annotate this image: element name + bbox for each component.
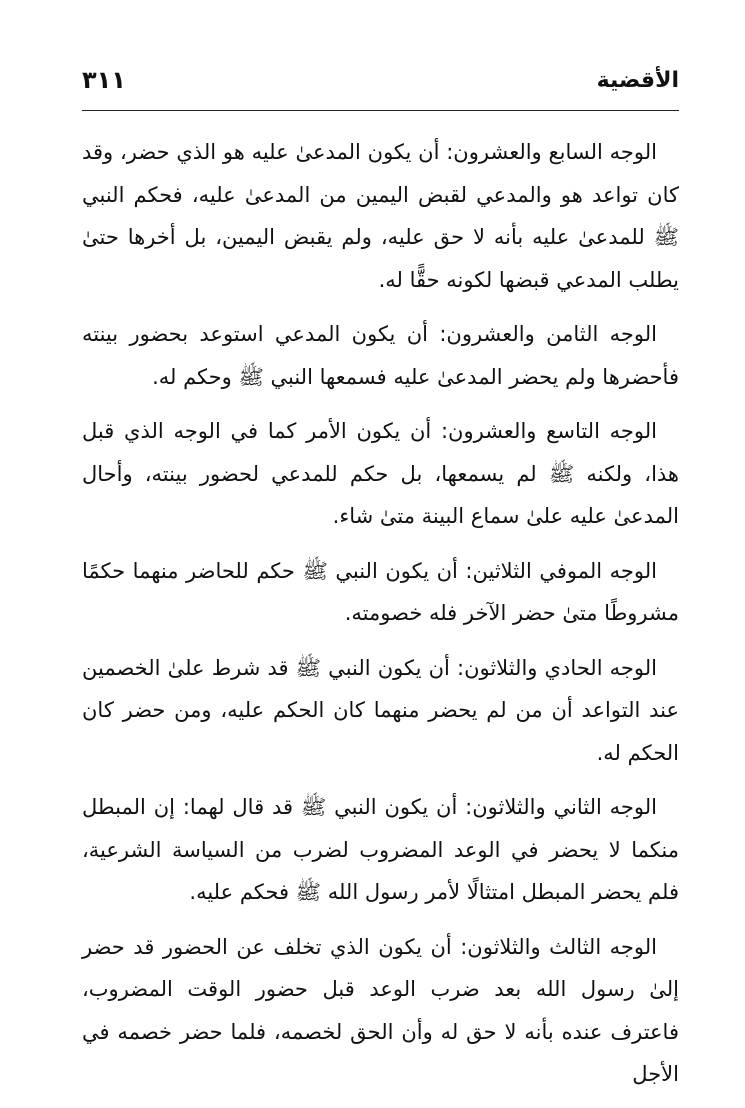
- paragraph-27-text: الوجه السابع والعشرون: أن يكون المدعىٰ عليه هو الذي حضر، وقد كان تواعد هو والمدعي لقبض اليمين من المدعىٰ عليه، فحكم النبي ﷺ للمدعىٰ عليه بأنه لا حق عليه، ولم يقبض اليمين، بل أخرها حتىٰ يطلب المدعي قبضها لكونه حقًّا له.: [82, 140, 679, 292]
- page-body: [82, 131, 679, 1108]
- header-divider: [82, 110, 679, 111]
- paragraph-30: [82, 550, 679, 635]
- paragraph-32: [82, 786, 679, 914]
- paragraph-32-text: الوجه الثاني والثلاثون: أن يكون النبي ﷺ قد قال لهما: إن المبطل منكما لا يحضر في الوعد المضروب لضرب من السياسة الشرعية، فلم يحضر المبطل امتثالًا لأمر رسول الله ﷺ فحكم عليه.: [82, 795, 679, 904]
- paragraph-31: [82, 647, 679, 775]
- page-number: ٣١١: [82, 66, 126, 94]
- paragraph-27: [82, 131, 679, 301]
- paragraph-29: [82, 410, 679, 538]
- paragraph-29-text: الوجه التاسع والعشرون: أن يكون الأمر كما في الوجه الذي قبل هذا، ولكنه ﷺ لم يسمعها، بل حكم للمدعي لحضور بينته، وأحال المدعىٰ عليه علىٰ سماع البينة متىٰ شاء.: [82, 419, 679, 528]
- paragraph-28: [82, 313, 679, 398]
- paragraph-31-text: الوجه الحادي والثلاثون: أن يكون النبي ﷺ قد شرط علىٰ الخصمين عند التواعد أن من لم يحضر منهما كان الحكم عليه، ومن حضر كان الحكم له.: [82, 655, 679, 765]
- paragraph-28-text: الوجه الثامن والعشرون: أن يكون المدعي استوعد بحضور بينته فأحضرها ولم يحضر المدعىٰ عليه فسمعها النبي ﷺ وحكم له.: [82, 322, 679, 389]
- running-header: [82, 62, 679, 106]
- chapter-title: الأقضية: [596, 68, 679, 93]
- paragraph-33-text: الوجه الثالث والثلاثون: أن يكون الذي تخلف عن الحضور قد حضر إلىٰ رسول الله بعد ضرب الوعد قبل حضور الوقت المضروب، فاعترف عنده بأنه لا حق له وأن الحق لخصمه، فلما حضر خصمه في الأجل: [82, 934, 679, 1086]
- paragraph-30-text: الوجه الموفي الثلاثين: أن يكون النبي ﷺ حكم للحاضر منهما حكمًا مشروطًا متىٰ حضر الآخر فله خصومته.: [82, 558, 679, 625]
- paragraph-33: [82, 926, 679, 1096]
